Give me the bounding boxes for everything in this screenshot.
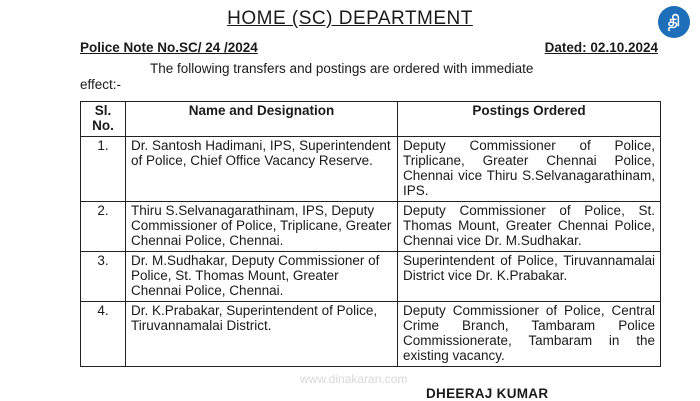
transfers-table — [80, 101, 661, 367]
row-name-designation: Dr. K.Prabakar, Superintendent of Police, Tiruvannamalai District. — [126, 302, 398, 367]
table-header-row — [81, 102, 661, 137]
intro-paragraph — [80, 61, 658, 93]
row-name-designation: Thiru S.Selvanagarathinam, IPS, Deputy Commissioner of Police, Triplicane, Greater Chennai Police, Chennai. — [126, 202, 398, 252]
table-row — [81, 252, 661, 302]
row-posting: Deputy Commissioner of Police, Triplicane, Greater Chennai Police, Chennai vice Thiru S.Selvanagarathinam, IPS. — [398, 137, 661, 202]
row-sl-no: 2. — [81, 202, 126, 252]
intro-line-2: effect:- — [80, 77, 122, 92]
note-header — [80, 40, 658, 55]
note-date: Dated: 02.10.2024 — [544, 40, 658, 55]
table-row — [81, 202, 661, 252]
intro-line-1: The following transfers and postings are ordered with immediate — [150, 61, 534, 76]
row-posting: Deputy Commissioner of Police, St. Thomas Mount, Greater Chennai Police, Chennai vice Dr. M.Sudhakar. — [398, 202, 661, 252]
table-row — [81, 137, 661, 202]
row-name-designation: Dr. M.Sudhakar, Deputy Commissioner of Police, St. Thomas Mount, Greater Chennai Police, Chennai. — [126, 252, 398, 302]
row-posting: Deputy Commissioner of Police, Central Crime Branch, Tambaram Police Commissionerate, Tambaram in the existing vacancy. — [398, 302, 661, 367]
signatory-name: DHEERAJ KUMAR — [426, 386, 549, 401]
row-sl-no: 1. — [81, 137, 126, 202]
header-postings-ordered: Postings Ordered — [398, 102, 661, 137]
header-name-designation: Name and Designation — [126, 102, 398, 137]
watermark-text: www.dinakaran.com — [300, 372, 408, 386]
department-title: HOME (SC) DEPARTMENT — [227, 8, 473, 29]
police-note-number: Police Note No.SC/ 24 /2024 — [80, 40, 258, 55]
row-posting: Superintendent of Police, Tiruvannamalai District vice Dr. K.Prabakar. — [398, 252, 661, 302]
row-name-designation: Dr. Santosh Hadimani, IPS, Superintendent of Police, Chief Office Vacancy Reserve. — [126, 137, 398, 202]
row-sl-no: 3. — [81, 252, 126, 302]
header-sl-no: Sl. No. — [81, 102, 126, 137]
row-sl-no: 4. — [81, 302, 126, 367]
dinakaran-logo-icon: தி — [658, 6, 690, 38]
table-row — [81, 302, 661, 367]
